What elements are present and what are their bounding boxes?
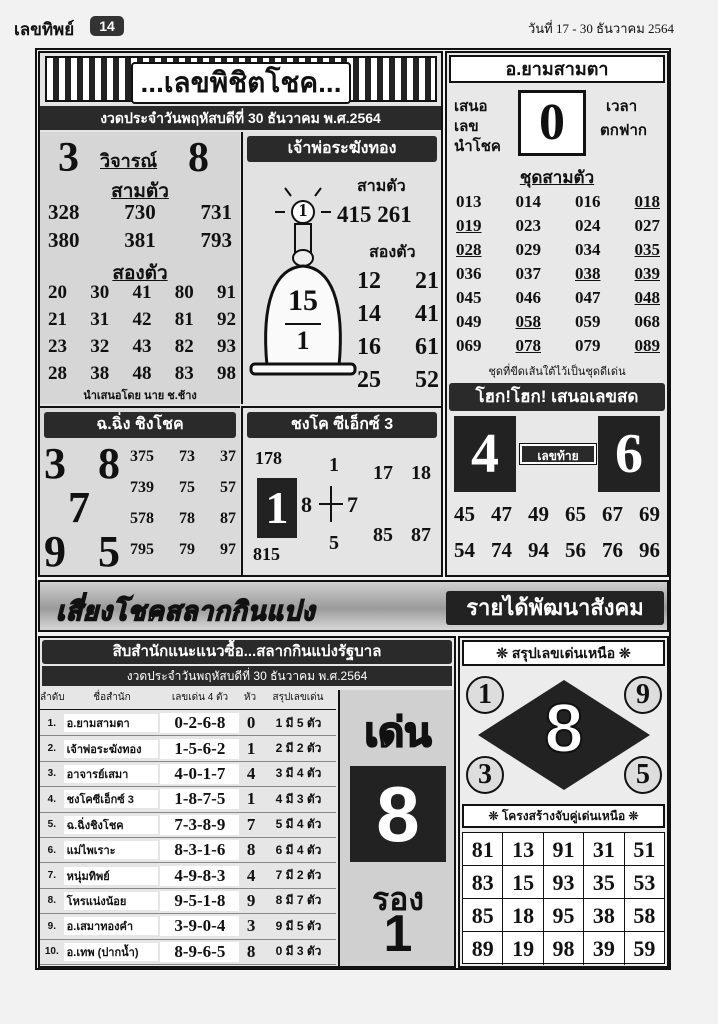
hok-value: 56: [565, 538, 586, 562]
row-head: 8: [246, 941, 256, 961]
ching-list: [130, 448, 236, 572]
set-value: 014: [515, 192, 541, 211]
chao-pho-three-value: 415 261: [337, 202, 412, 227]
row-name: ฉ.ฉิ่งชิงโชค: [64, 816, 159, 834]
ching-big-digit: 5: [98, 527, 120, 576]
row-name: อ.เทพ (ปากน้ำ): [64, 943, 159, 961]
pair-grid-cell: 19: [503, 932, 543, 965]
row-digits: 4-0-1-7: [160, 764, 239, 784]
set-value: 079: [575, 336, 601, 355]
set-value: 034: [575, 240, 601, 259]
pair-grid-cell: 35: [584, 866, 624, 898]
set-value: 059: [575, 312, 601, 331]
ching-value: 75: [179, 479, 195, 496]
rong-label: รอง: [371, 881, 425, 917]
pair-grid-cell: 53: [633, 870, 656, 895]
chongko-box: [257, 478, 297, 538]
ching-big-digit: 9: [44, 527, 66, 576]
pair-grid-row: [463, 899, 664, 932]
row-number: 10.: [44, 946, 59, 958]
varun-two-value: 91: [217, 282, 236, 303]
ching-value: 97: [220, 541, 236, 558]
den-panel: [338, 690, 454, 966]
varun-three-heading: สามตัว: [111, 181, 169, 202]
yam-digit-box: [518, 90, 586, 156]
chao-pho-two-value: 16: [357, 334, 381, 360]
row-number: 9.: [47, 920, 56, 932]
pair-grid-cell: 38: [584, 899, 624, 931]
hok-value: 47: [491, 502, 512, 526]
yam-label-2: เลข: [454, 118, 479, 135]
table-row: [40, 889, 336, 914]
ching-value: 37: [220, 448, 236, 465]
table-row: [40, 762, 336, 787]
chongko-cross: [319, 486, 343, 522]
set-value-featured: 028: [456, 240, 482, 259]
den-value-box: [350, 766, 446, 862]
corner-digit: 5: [636, 759, 650, 790]
row-summary: 3 มี 4 ตัว: [275, 766, 322, 781]
varun-two-value: 83: [174, 363, 194, 384]
set-value-featured: 038: [575, 264, 601, 283]
pair-grid-cell: 59: [633, 936, 656, 961]
row-digits: 1-8-7-5: [160, 789, 239, 809]
bell-numerator: 15: [288, 284, 318, 317]
row-head: 0: [246, 713, 256, 733]
varun-two-value: 30: [90, 282, 110, 303]
set-value: 029: [515, 240, 541, 259]
bell-denominator: 1: [296, 326, 310, 355]
pair-grid-cell: 18: [503, 899, 543, 931]
table-row: [40, 838, 336, 863]
hok-title: โฮก!โฮก! เสนอเลขสด: [449, 383, 665, 411]
set-value-featured: 048: [634, 288, 660, 307]
varun-two-heading: สองตัว: [112, 263, 168, 284]
table-row: [40, 787, 336, 812]
col-header: ชื่อสำนัก: [93, 692, 131, 703]
chao-pho-two-value: 21: [415, 268, 439, 294]
chao-pho-two-value: 25: [357, 367, 381, 393]
varun-two-value: 43: [132, 336, 152, 357]
pair-grid-cell: 31: [584, 833, 624, 865]
hok-value: 69: [639, 502, 660, 526]
row-summary: 1 มี 5 ตัว: [275, 715, 322, 730]
yam-set-row: [456, 216, 660, 240]
row-summary: 4 มี 3 ตัว: [275, 791, 322, 806]
set-value: 023: [515, 216, 541, 235]
varun-two-value: 92: [217, 309, 236, 330]
grid-title-text: โครงสร้างจับคู่เด่นเหนือ: [501, 809, 626, 823]
chongko-section: [241, 406, 441, 575]
row-number: 3.: [47, 768, 56, 780]
set-value-featured: 089: [634, 336, 660, 355]
table-subtitle: งวดประจำวันพฤหัสบดีที่ 30 ธันวาคม พ.ศ.2564: [42, 666, 452, 686]
chongko-pair-a: 17: [373, 462, 393, 484]
chao-pho-two-label: สองตัว: [369, 244, 416, 261]
row-digits: 3-9-0-4: [160, 916, 239, 936]
corner-digit: 1: [478, 679, 492, 710]
varun-three-value: 793: [200, 228, 232, 252]
set-value: 047: [575, 288, 601, 307]
ching-value: 73: [179, 448, 195, 465]
set-value: 069: [456, 336, 482, 355]
varun-label: วิจารณ์: [100, 151, 158, 171]
chongko-pair-d: 87: [411, 524, 431, 546]
yam-note: ชุดที่ขีดเส้นใต้ไว้เป็นชุดดีเด่น: [488, 366, 626, 378]
hok-right-box: [598, 416, 660, 492]
den-label: เด่น: [364, 711, 432, 755]
row-summary: 6 มี 4 ตัว: [275, 842, 322, 857]
yam-set-row: [456, 240, 660, 264]
ching-value: 375: [130, 448, 154, 465]
chao-pho-two-value: 14: [357, 301, 381, 327]
chao-pho-two-row: [357, 367, 439, 400]
cross-horizontal-line: [319, 503, 343, 505]
col-header: สรุปเลขเด่น: [272, 692, 324, 703]
pair-grid-row: [463, 833, 664, 866]
varun-three-row: [48, 200, 232, 228]
hok-value: 96: [639, 538, 660, 562]
pair-grid-cell: 85: [463, 899, 503, 931]
varun-three-list: [48, 200, 232, 256]
chongko-pair-b: 18: [411, 462, 431, 484]
table-row: [40, 813, 336, 838]
row-name: อาจารย์เสมา: [64, 765, 159, 783]
set-value: 036: [456, 264, 482, 283]
col-header: ลำดับ: [40, 692, 65, 703]
yam-set-row: [456, 312, 660, 336]
row-name: ชงโคซีเอ็กซ์ 3: [64, 790, 159, 808]
set-value: 024: [575, 216, 601, 235]
pair-grid-cell: 91: [544, 833, 584, 865]
table-header-row: [40, 690, 336, 710]
row-summary: 0 มี 3 ตัว: [275, 944, 322, 959]
row-name: เจ้าพ่อระฆังทอง: [64, 740, 159, 758]
chao-pho-three-label: สามตัว: [357, 178, 406, 195]
row-summary: 8 มี 7 ตัว: [275, 893, 322, 908]
varun-three-value: 731: [200, 200, 232, 224]
row-number: 8.: [47, 895, 56, 907]
ching-big-digit: 3: [44, 439, 66, 488]
hok-value: 65: [565, 502, 586, 526]
row-digits: 4-9-8-3: [160, 866, 239, 886]
varun-two-row: [48, 282, 236, 309]
set-value: 016: [575, 192, 601, 211]
set-value: 046: [515, 288, 541, 307]
varun-two-value: 20: [48, 282, 67, 303]
lotto-table-body: [40, 711, 336, 965]
ching-value: 87: [220, 510, 236, 527]
pair-grid-cell: 81: [463, 833, 503, 865]
varun-two-value: 31: [90, 309, 110, 330]
hok-value: 67: [602, 502, 623, 526]
ching-value: 739: [130, 479, 154, 496]
hok-mid-label: เลขท้าย: [520, 444, 596, 464]
hok-value: 76: [602, 538, 623, 562]
chongko-178: 178: [255, 448, 282, 468]
row-head: 1: [246, 738, 256, 758]
row-name: โหรแน่งน้อย: [64, 892, 159, 910]
varun-two-list: [48, 282, 236, 390]
varun-section: [40, 132, 240, 404]
yam-set-row: [456, 336, 660, 360]
varun-two-value: 93: [217, 336, 236, 357]
chao-pho-two-row: [357, 268, 439, 301]
hok-value: 94: [528, 538, 549, 562]
varun-two-value: 28: [48, 363, 67, 384]
pair-grid-cell: 98: [544, 932, 584, 965]
banner-right-text: รายได้พัฒนาสังคม: [446, 591, 664, 625]
hok-left-digit: 4: [471, 423, 499, 485]
chao-pho-heading: เจ้าพ่อระฆังทอง: [247, 136, 437, 162]
ching-value: 78: [179, 510, 195, 527]
chongko-pair-c: 85: [373, 524, 393, 546]
varun-three-value: 380: [48, 228, 80, 252]
set-value-featured: 018: [634, 192, 660, 211]
hok-row: [454, 538, 660, 574]
hok-value: 74: [491, 538, 512, 562]
chao-pho-two-list: [357, 268, 439, 400]
varun-three-value: 328: [48, 200, 80, 224]
row-head: 8: [246, 840, 256, 860]
ching-row: [130, 541, 236, 572]
pair-grid-cell: 15: [503, 866, 543, 898]
row-digits: 0-2-6-8: [160, 713, 239, 733]
ching-big-digit: 7: [68, 483, 90, 532]
corner-circle: [624, 756, 662, 794]
hok-value: 45: [454, 502, 475, 526]
yam-set-row: [456, 264, 660, 288]
set-value: 045: [456, 288, 482, 307]
banner: [38, 580, 669, 632]
row-summary: 5 มี 4 ตัว: [275, 817, 322, 832]
pichit-subtitle: งวดประจำวันพฤหัสบดีที่ 30 ธันวาคม พ.ศ.2564: [40, 106, 441, 130]
set-value: 013: [456, 192, 482, 211]
row-summary: 2 มี 2 ตัว: [275, 741, 322, 756]
row-name: หนุ่มทิพย์: [64, 867, 159, 885]
chao-pho-two-row: [357, 301, 439, 334]
chongko-top: 1: [329, 454, 339, 476]
chao-pho-section: [241, 132, 441, 404]
ching-value: 79: [179, 541, 195, 558]
varun-two-value: 80: [174, 282, 194, 303]
pair-grid-cell: 51: [633, 837, 656, 862]
row-head: 3: [246, 916, 256, 936]
hok-list: [454, 502, 660, 574]
pair-grid-row: [463, 866, 664, 899]
row-summary: 9 มี 5 ตัว: [275, 918, 322, 933]
row-number: 1.: [47, 717, 56, 729]
yam-label-1: เสนอ: [454, 98, 488, 115]
row-number: 6.: [47, 844, 56, 856]
varun-two-value: 82: [174, 336, 194, 357]
yam-title: อ.ยามสามตา: [449, 55, 665, 83]
pair-grid-cell: 39: [584, 932, 624, 965]
row-head: 9: [246, 890, 256, 910]
chongko-box-digit: 1: [265, 482, 289, 533]
pair-grid-cell: 13: [503, 833, 543, 865]
row-summary: 7 มี 2 ตัว: [275, 868, 322, 883]
ching-row: [130, 510, 236, 541]
set-value: 037: [515, 264, 541, 283]
table-row: [40, 863, 336, 888]
summary-title: [462, 640, 665, 666]
yam-time-label-1: เวลา: [606, 98, 638, 115]
hok-left-box: [454, 416, 516, 492]
yam-label-3: นำโชค: [454, 138, 501, 155]
pichit-title-text: ...เลขพิชิตโชค...: [131, 62, 352, 104]
varun-two-value: 81: [174, 309, 194, 330]
varun-two-value: 42: [132, 309, 152, 330]
summary-center-digit: 8: [544, 689, 584, 767]
set-value-featured: 058: [515, 312, 541, 331]
chongko-right: 7: [347, 492, 358, 517]
chao-pho-two-row: [357, 334, 439, 367]
table-row: [40, 711, 336, 736]
row-digits: 8-9-6-5: [160, 942, 239, 962]
chongko-left: 8: [301, 492, 312, 517]
chongko-bottom: 5: [329, 532, 339, 554]
col-header: เลขเด่น 4 ตัว: [171, 692, 229, 703]
varun-two-row: [48, 309, 236, 336]
chao-pho-two-value: 41: [415, 301, 439, 327]
row-head: 4: [246, 865, 256, 885]
row-digits: 1-5-6-2: [160, 739, 239, 759]
yam-set-heading: ชุดสามตัว: [519, 168, 595, 187]
rong-value: 1: [383, 905, 413, 963]
row-name: อ.เสมาทองคำ: [64, 917, 159, 935]
row-name: แม่ไพเราะ: [64, 841, 159, 859]
varun-credit: นำเสนอโดย นาย ช.ช้าง: [83, 390, 197, 402]
ching-value: 578: [130, 510, 154, 527]
snowflake-icon: ❊: [496, 645, 512, 661]
hok-row: [454, 502, 660, 538]
corner-circle: [624, 676, 662, 714]
corner-digit: 9: [636, 679, 650, 710]
lotto-table: [40, 690, 336, 710]
den-value: 8: [376, 770, 420, 858]
banner-left-text: เสี่ยงโชคสลากกินแบ่ง: [56, 596, 316, 626]
chongko-heading: ชงโค ซีเอ็กซ์ 3: [247, 412, 437, 438]
snowflake-icon: ❊: [615, 645, 631, 661]
row-name: อ.ยามสามตา: [64, 714, 159, 732]
ching-value: 57: [220, 479, 236, 496]
ching-row: [130, 479, 236, 510]
pair-grid-cell: 89: [463, 932, 503, 965]
set-value: 068: [634, 312, 660, 331]
set-value-featured: 019: [456, 216, 482, 235]
table-row: [40, 914, 336, 939]
varun-left-digit: 3: [58, 135, 79, 181]
set-value: 049: [456, 312, 482, 331]
row-head: 1: [246, 789, 256, 809]
hok-right-digit: 6: [615, 423, 643, 485]
summary-title-text: สรุปเลขเด่นเหนือ: [511, 645, 616, 661]
snowflake-icon: ❊: [488, 809, 502, 823]
yam-set-grid: [456, 192, 660, 360]
hok-value: 54: [454, 538, 475, 562]
row-digits: 8-3-1-6: [160, 840, 239, 860]
row-number: 7.: [47, 870, 56, 882]
set-value-featured: 039: [634, 264, 660, 283]
chao-pho-two-value: 52: [415, 367, 439, 393]
varun-three-value: 730: [124, 200, 156, 224]
varun-two-value: 21: [48, 309, 67, 330]
varun-right-digit: 8: [188, 135, 209, 181]
date-range: วันที่ 17 - 30 ธันวาคม 2564: [528, 21, 675, 36]
pair-grid-row: [463, 932, 664, 965]
ching-section: [40, 406, 240, 575]
corner-digit: 3: [478, 759, 492, 790]
set-value: 027: [634, 216, 660, 235]
table-title: สิบสำนักแนะแนวซื้อ...สลากกินแบ่งรัฐบาล: [42, 640, 452, 664]
ching-heading: ฉ.ฉิ่ง ชิงโชค: [44, 412, 236, 438]
varun-two-value: 48: [132, 363, 152, 384]
row-number: 2.: [47, 743, 56, 755]
varun-three-row: [48, 228, 232, 256]
pichit-title: [45, 56, 437, 102]
chao-pho-two-value: 61: [415, 334, 439, 360]
varun-two-value: 32: [90, 336, 110, 357]
varun-two-row: [48, 336, 236, 363]
pair-grid-cell: 83: [463, 866, 503, 898]
table-row: [40, 940, 336, 965]
pair-grid-cell: 95: [544, 899, 584, 931]
yam-time-label-2: ตกฟาก: [600, 122, 647, 139]
pair-grid-cell: 93: [544, 866, 584, 898]
varun-two-value: 98: [217, 363, 236, 384]
row-number: 5.: [47, 819, 56, 831]
varun-two-value: 23: [48, 336, 67, 357]
set-value-featured: 078: [515, 336, 541, 355]
chao-pho-two-value: 12: [357, 268, 381, 294]
hok-value: 49: [528, 502, 549, 526]
row-digits: 9-5-1-8: [160, 891, 239, 911]
row-digits: 7-3-8-9: [160, 815, 239, 835]
yam-digit: 0: [539, 94, 565, 151]
pair-grid-cell: 58: [633, 903, 656, 928]
varun-three-value: 381: [124, 228, 156, 252]
row-head: 7: [246, 814, 256, 834]
snowflake-icon: ❊: [625, 809, 639, 823]
varun-two-value: 38: [90, 363, 110, 384]
ching-row: [130, 448, 236, 479]
yam-set-row: [456, 192, 660, 216]
chongko-815: 815: [253, 544, 280, 564]
ching-big-digit: 8: [98, 439, 120, 488]
grid-title: [462, 804, 665, 828]
corner-circle: [466, 756, 504, 794]
varun-two-value: 41: [132, 282, 152, 303]
pair-grid: [462, 832, 665, 964]
ching-value: 795: [130, 541, 154, 558]
yam-set-row: [456, 288, 660, 312]
set-value-featured: 035: [634, 240, 660, 259]
table-row: [40, 736, 336, 761]
brand: เลขทิพย์: [14, 20, 75, 39]
col-header: หัว: [243, 692, 257, 703]
row-number: 4.: [47, 793, 56, 805]
row-head: 4: [246, 763, 256, 783]
corner-circle: [466, 676, 504, 714]
page-number: 14: [90, 16, 124, 36]
bell-top-number: 1: [298, 200, 308, 220]
